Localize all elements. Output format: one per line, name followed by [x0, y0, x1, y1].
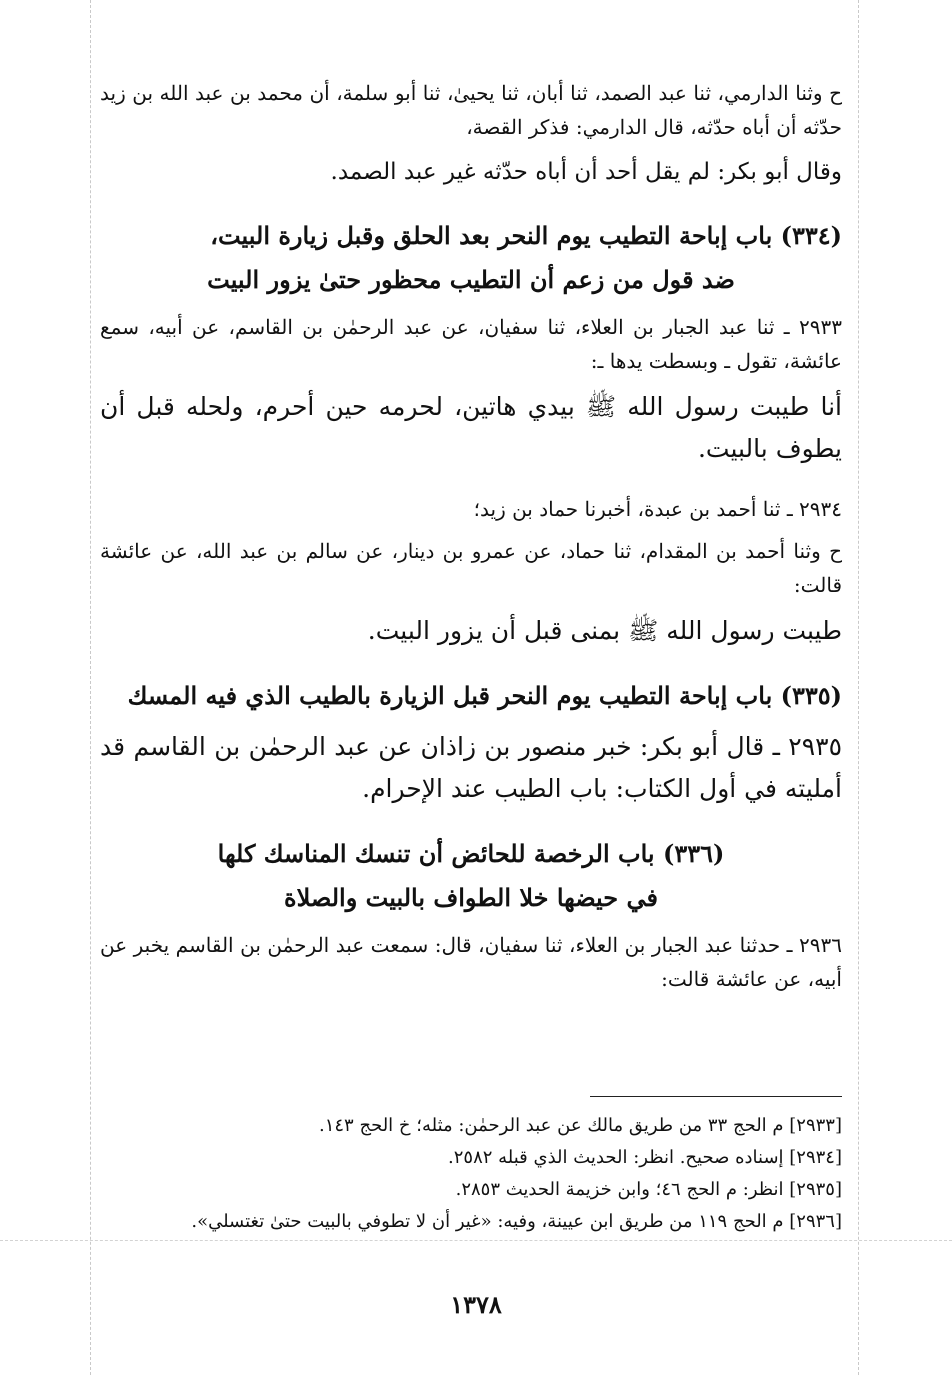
guide-line-left [90, 0, 91, 1375]
hadith-2933-matn: أنا طيبت رسول الله ﷺ بيدي هاتين، لحرمه حين أحرم، ولحله قبل أن يطوف بالبيت. [100, 392, 842, 463]
footnote-2936: [٢٩٣٦] م الحج ١١٩ من طريق ابن عيينة، وفيه: «غير أن لا تطوفي بالبيت حتىٰ تغتسلي». [191, 1211, 842, 1232]
hadith-2935: ٢٩٣٥ ـ قال أبو بكر: خبر منصور بن زاذان عن عبد الرحمٰن بن القاسم قد أمليته في أول الكتاب: باب الطيب عند الإحرام. [100, 732, 842, 803]
text-para-isnad: ح وثنا الدارمي، ثنا عبد الصمد، ثنا أبان، ثنا يحيىٰ، ثنا أبو سلمة، أن محمد بن عبد الله بن زيد حدّثه أن أباه حدّثه، قال الدارمي: فذكر القصة، [100, 81, 842, 139]
chapter-heading-336-line2: في حيضها خلا الطواف بالبيت والصلاة [284, 883, 658, 912]
chapter-heading-334 [100, 214, 842, 302]
hadith-2936-isnad: ٢٩٣٦ ـ حدثنا عبد الجبار بن العلاء، ثنا سفيان، قال: سمعت عبد الرحمٰن بن القاسم يخبر عن أبيه، عن عائشة قالت: [100, 933, 842, 991]
chapter-heading-334-line2: ضد قول من زعم أن التطيب محظور حتىٰ يزور البيت [207, 265, 735, 294]
hadith-2934-isnad: ٢٩٣٤ ـ ثنا أحمد بن عبدة، أخبرنا حماد بن زيد؛ [473, 497, 842, 521]
chapter-heading-335: (٣٣٥) باب إباحة التطيب يوم النحر قبل الزيارة بالطيب الذي فيه المسك [127, 681, 842, 710]
hadith-2934-isnad-second: ح وثنا أحمد بن المقدام، ثنا حماد، عن عمرو بن دينار، عن سالم بن عبد الله، عن عائشة قالت: [100, 539, 842, 597]
hadith-2934-matn: طيبت رسول الله ﷺ بمنى قبل أن يزور البيت. [367, 616, 842, 645]
guide-line-right [858, 0, 859, 1375]
main-text [100, 76, 842, 996]
footnote-divider [590, 1096, 842, 1097]
guide-line-bottom [0, 1240, 952, 1241]
footnote-2933: [٢٩٣٣] م الحج ٣٣ من طريق مالك عن عبد الرحمٰن: مثله؛ خ الحج ١٤٣. [318, 1115, 842, 1136]
chapter-heading-336 [100, 832, 842, 920]
hadith-2933-isnad: ٢٩٣٣ ـ ثنا عبد الجبار بن العلاء، ثنا سفيان، عن عبد الرحمٰن بن القاسم، عن أبيه، سمع عائشة، تقول ـ وبسطت يدها ـ: [100, 315, 842, 373]
chapter-heading-334-line1: (٣٣٤) باب إباحة التطيب يوم النحر بعد الحلق وقبل زيارة البيت، [210, 221, 842, 250]
footnote-2935: [٢٩٣٥] انظر: م الحج ٤٦؛ وابن خزيمة الحديث ٢٨٥٣. [455, 1179, 842, 1200]
text-para-note: وقال أبو بكر: لم يقل أحد أن أباه حدّثه غير عبد الصمد. [330, 159, 842, 185]
chapter-heading-336-line1: (٣٣٦) باب الرخصة للحائض أن تنسك المناسك كلها [217, 839, 725, 868]
page-number: ١٣٧٨ [450, 1290, 502, 1319]
footnotes [100, 1110, 842, 1238]
footnote-2934: [٢٩٣٤] إسناده صحيح. انظر: الحديث الذي قبله ٢٥٨٢. [448, 1147, 842, 1168]
